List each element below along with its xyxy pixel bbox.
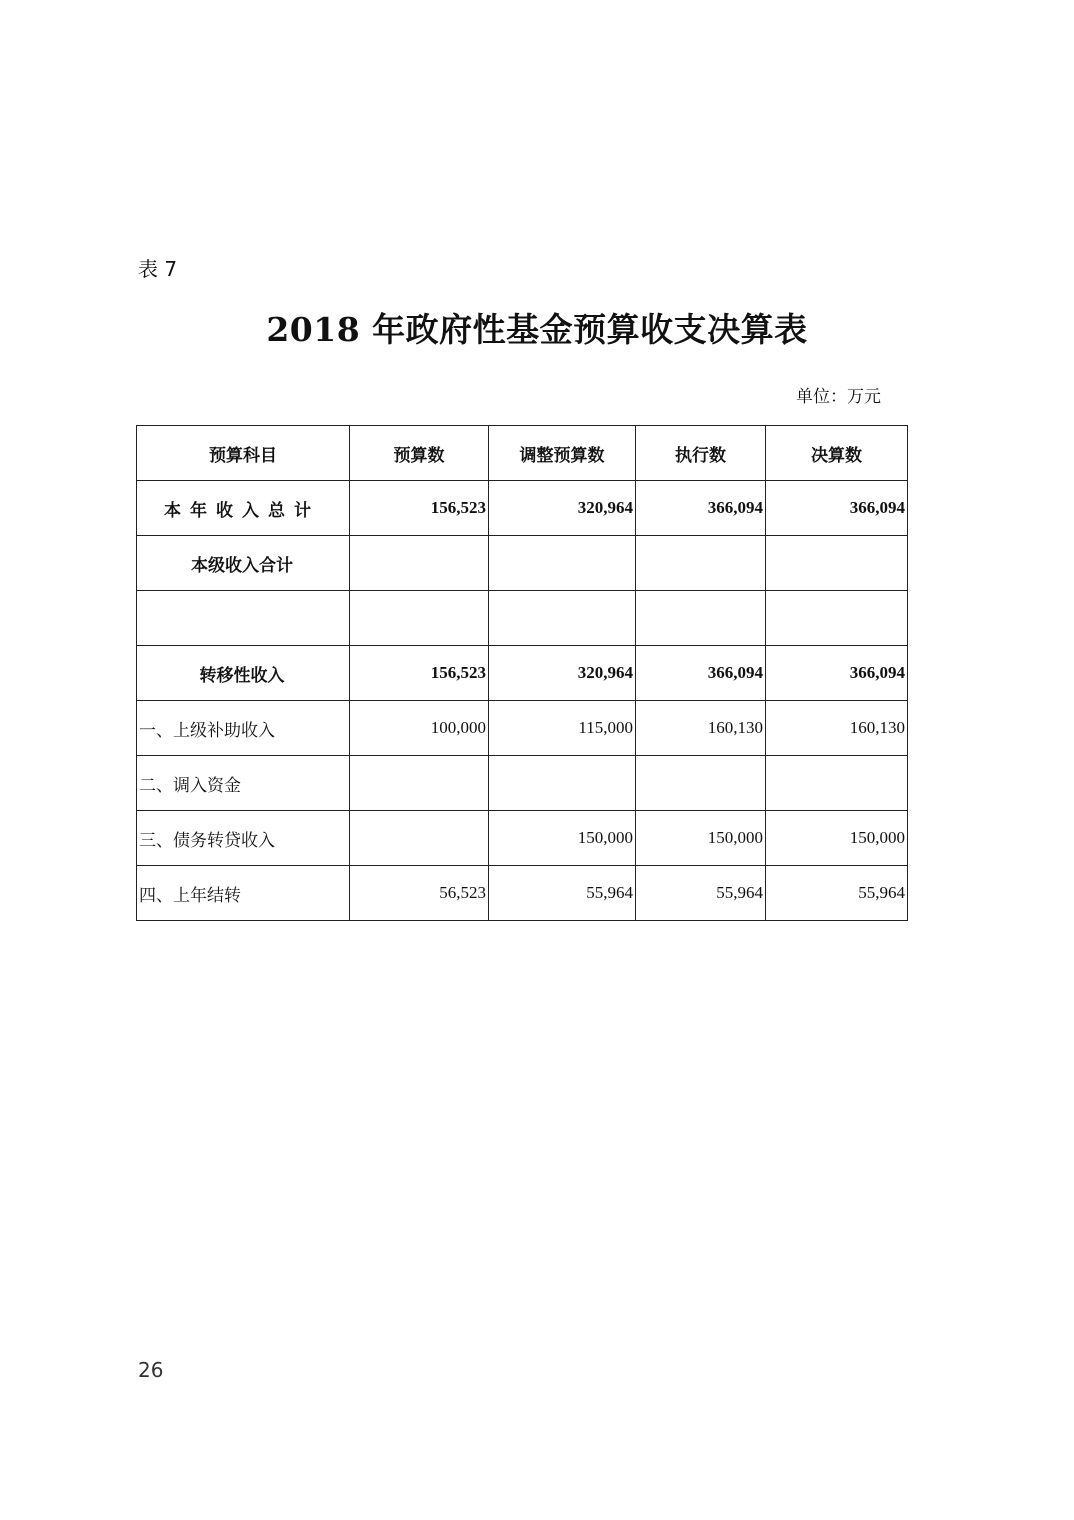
cell-final <box>766 536 908 591</box>
table-label: 表 7 <box>138 257 178 281</box>
budget-table <box>136 425 908 921</box>
row-name: 转移性收入 <box>137 646 350 701</box>
row-name: 本年收入总计 <box>137 481 350 536</box>
table-row-superior-subsidy <box>137 701 908 756</box>
table-header-row <box>137 426 908 481</box>
cell-budget <box>350 536 489 591</box>
cell-executed <box>636 591 766 646</box>
cell-executed <box>636 536 766 591</box>
cell-final <box>766 591 908 646</box>
row-name: 二、调入资金 <box>137 756 350 811</box>
cell-budget <box>350 756 489 811</box>
cell-budget: 100,000 <box>350 701 489 756</box>
cell-executed: 150,000 <box>636 811 766 866</box>
unit-label: 单位：万元 <box>796 387 881 407</box>
header-executed-amount: 执行数 <box>636 426 766 481</box>
header-adjusted-budget: 调整预算数 <box>489 426 636 481</box>
table-row-transferred-funds <box>137 756 908 811</box>
cell-budget: 156,523 <box>350 481 489 536</box>
table-row-local-income <box>137 536 908 591</box>
cell-adjusted <box>489 591 636 646</box>
cell-executed: 366,094 <box>636 646 766 701</box>
cell-budget: 156,523 <box>350 646 489 701</box>
cell-adjusted: 320,964 <box>489 646 636 701</box>
cell-final: 366,094 <box>766 481 908 536</box>
cell-final: 55,964 <box>766 866 908 921</box>
cell-final: 150,000 <box>766 811 908 866</box>
cell-budget: 56,523 <box>350 866 489 921</box>
cell-final <box>766 756 908 811</box>
header-final-amount: 决算数 <box>766 426 908 481</box>
cell-adjusted <box>489 756 636 811</box>
table-row-debt-onlending <box>137 811 908 866</box>
cell-final: 160,130 <box>766 701 908 756</box>
cell-adjusted: 55,964 <box>489 866 636 921</box>
page-number: 26 <box>138 1358 164 1382</box>
cell-adjusted <box>489 536 636 591</box>
cell-budget <box>350 591 489 646</box>
row-name: 四、上年结转 <box>137 866 350 921</box>
cell-budget <box>350 811 489 866</box>
table-row-transfer-income <box>137 646 908 701</box>
row-name <box>137 591 350 646</box>
document-title: 2018 年政府性基金预算收支决算表 <box>266 310 808 349</box>
row-name: 三、债务转贷收入 <box>137 811 350 866</box>
cell-adjusted: 115,000 <box>489 701 636 756</box>
cell-executed: 160,130 <box>636 701 766 756</box>
row-name: 本级收入合计 <box>137 536 350 591</box>
cell-adjusted: 320,964 <box>489 481 636 536</box>
cell-adjusted: 150,000 <box>489 811 636 866</box>
cell-final: 366,094 <box>766 646 908 701</box>
table-row-total-income <box>137 481 908 536</box>
table-row-carryover <box>137 866 908 921</box>
row-name: 一、上级补助收入 <box>137 701 350 756</box>
cell-executed <box>636 756 766 811</box>
cell-executed: 366,094 <box>636 481 766 536</box>
table-row-empty <box>137 591 908 646</box>
header-budget-amount: 预算数 <box>350 426 489 481</box>
cell-executed: 55,964 <box>636 866 766 921</box>
header-budget-subject: 预算科目 <box>137 426 350 481</box>
